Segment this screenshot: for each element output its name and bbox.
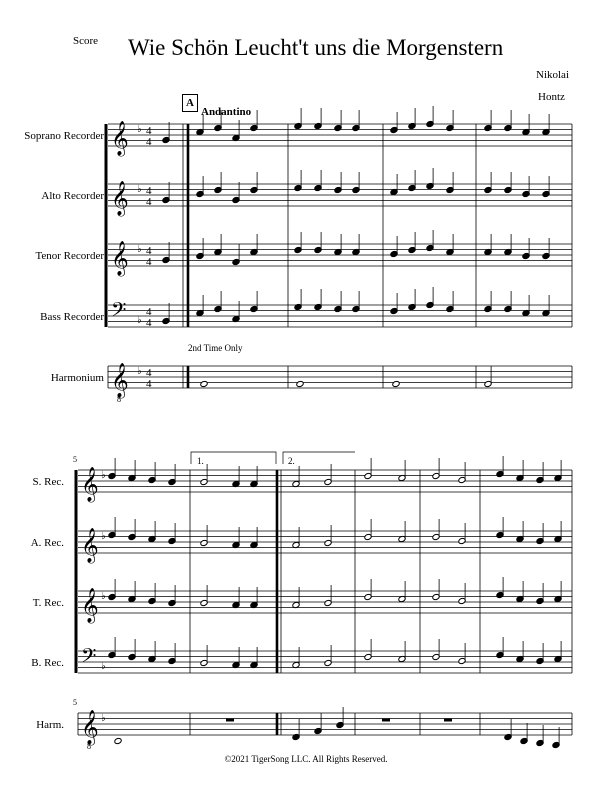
instrument-label-harmonium: Harmonium: [50, 372, 104, 384]
half-note: [296, 380, 304, 387]
time-signature-bottom: 4: [146, 256, 152, 268]
score-label: Score: [73, 35, 99, 47]
key-flat-icon: ♭: [101, 470, 106, 481]
treble-clef-icon: 𝄞: [81, 529, 99, 562]
instrument-label-bass: Bass Recorder: [40, 311, 104, 323]
key-flat-icon: ♭: [137, 366, 142, 377]
whole-rest-icon: [226, 719, 234, 722]
rehearsal-mark-label: A: [186, 97, 194, 109]
time-signature-bottom: 4: [146, 378, 152, 390]
treble-clef-icon: 𝄞: [81, 468, 99, 501]
half-note: [200, 380, 208, 387]
time-signature-top: 4: [146, 185, 152, 197]
time-signature-bottom: 4: [146, 136, 152, 148]
key-flat-icon: ♭: [137, 124, 142, 135]
key-flat-icon: ♭: [137, 184, 142, 195]
time-signature-bottom: 4: [146, 317, 152, 329]
treble-clef-icon: 𝄞: [81, 711, 99, 744]
bracket-and-bars: [76, 124, 572, 735]
instrument-label-b-rec: B. Rec.: [31, 657, 64, 669]
treble-clef-icon: 𝄞: [111, 122, 129, 155]
harmonium-performance-note: 2nd Time Only: [188, 343, 243, 353]
key-flat-icon: ♭: [137, 315, 142, 326]
first-ending-label: 1.: [197, 456, 204, 466]
notes: [108, 106, 562, 749]
bass-clef-icon: 𝄢: [111, 300, 127, 326]
octave-mark: 8: [87, 742, 91, 751]
instrument-label-tenor: Tenor Recorder: [35, 250, 104, 262]
harm-measure-number-5: 5: [73, 698, 77, 707]
second-ending-label: 2.: [288, 456, 295, 466]
key-flat-icon: ♭: [101, 713, 106, 724]
treble-clef-icon: 𝄞: [81, 589, 99, 622]
page-title: Wie Schön Leucht't uns die Morgenstern: [128, 35, 504, 60]
staff-lines: [78, 124, 572, 735]
instrument-label-s-rec: S. Rec.: [32, 476, 64, 488]
bass-clef-icon: 𝄢: [81, 646, 97, 672]
measure-number-5: 5: [73, 455, 77, 464]
treble-clef-icon: 𝄞: [111, 182, 129, 215]
instrument-label-a-rec: A. Rec.: [30, 537, 64, 549]
first-ending-bracket: [191, 452, 276, 464]
key-flat-icon: ♭: [137, 244, 142, 255]
key-flat-icon: ♭: [101, 531, 106, 542]
whole-rest-icon: [444, 719, 452, 722]
time-signature-bottom: 4: [146, 196, 152, 208]
tempo-marking: Andantino: [201, 106, 252, 118]
key-flat-icon: ♭: [101, 661, 106, 672]
time-signature-top: 4: [146, 367, 152, 379]
whole-rest-icon: [382, 719, 390, 722]
key-flat-icon: ♭: [101, 591, 106, 602]
instrument-label-t-rec: T. Rec.: [32, 597, 64, 609]
copyright-notice: ©2021 TigerSong LLC. All Rights Reserved.: [224, 754, 388, 764]
time-signature-top: 4: [146, 125, 152, 137]
composer-first-name: Nikolai: [536, 69, 569, 81]
composer-last-name: Hontz: [538, 91, 565, 103]
instrument-label-alto: Alto Recorder: [41, 190, 104, 202]
half-note: [392, 380, 400, 387]
time-signature-top: 4: [146, 306, 152, 318]
time-signature-top: 4: [146, 245, 152, 257]
instrument-label-harm: Harm.: [36, 719, 64, 731]
instrument-label-soprano: Soprano Recorder: [24, 130, 104, 142]
second-ending-bracket: [283, 452, 355, 464]
octave-mark: 8: [117, 395, 121, 404]
half-note: [114, 737, 122, 744]
treble-clef-icon: 𝄞: [111, 242, 129, 275]
treble-clef-icon: 𝄞: [111, 364, 129, 397]
